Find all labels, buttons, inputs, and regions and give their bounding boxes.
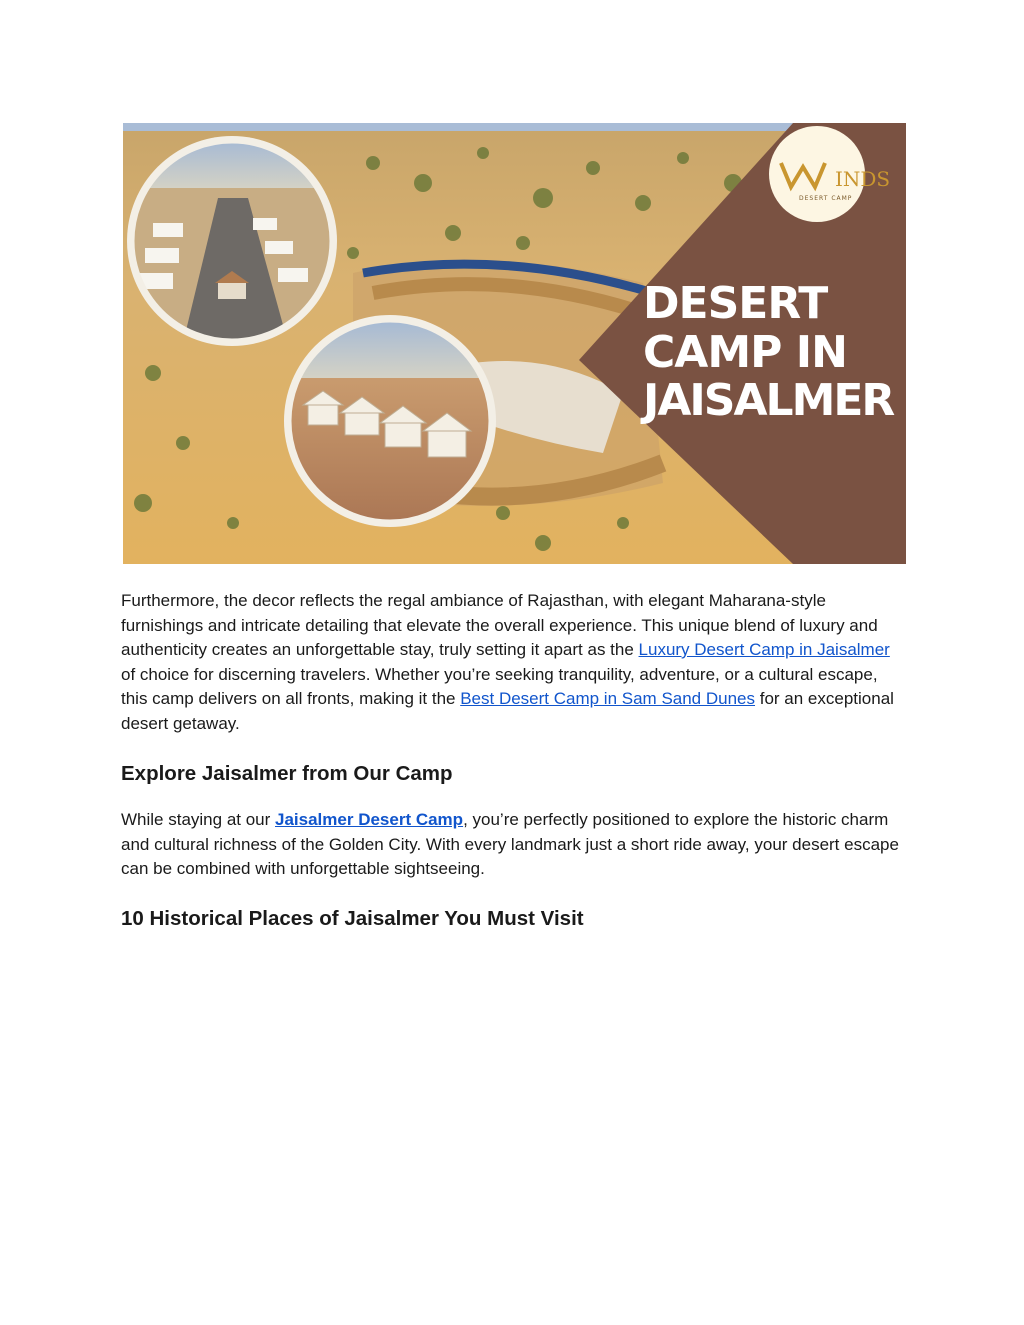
paragraph-decor-text-c: for an exceptional desert getaway. [121,689,894,733]
link-luxury-desert-camp[interactable]: Luxury Desert Camp in Jaisalmer [638,640,890,659]
paragraph-decor [121,589,907,736]
heading-historical-places: 10 Historical Places of Jaisalmer You Must Visit [121,907,584,930]
paragraph-explore [121,808,907,882]
banner-title-line-1: DESERT [643,278,828,329]
paragraph-decor-text-b: of choice for discerning travelers. Whether you’re seeking tranquility, adventure, or a cultural escape, this camp delivers on all fronts, making it the [121,664,878,708]
link-jaisalmer-desert-camp[interactable]: Jaisalmer Desert Camp [275,810,464,829]
paragraph-explore-text-b: , you’re perfectly positioned to explore the historic charm and cultural richness of the Golden City. With every landmark just a short ride away, your desert escape can be combined with unforgettable sightseeing. [121,810,899,878]
paragraph-explore-text-a: While staying at our [121,810,276,829]
heading-explore-jaisalmer: Explore Jaisalmer from Our Camp [121,762,453,785]
link-best-desert-camp[interactable]: Best Desert Camp in Sam Sand Dunes [460,689,756,708]
banner-image [123,123,906,564]
banner-title-line-3: JAISALMER [643,375,894,426]
logo-text: INDS [835,167,891,191]
paragraph-decor-text-a: Furthermore, the decor reflects the regal ambiance of Rajasthan, with elegant Maharana-style furnishings and intricate detailing that elevate the overall experience. This unique blend of luxury and authenticity creates an unforgettable stay, truly setting it apart as the [121,591,878,659]
logo-subtext: DESERT CAMP [799,195,853,202]
banner-title-line-2: CAMP IN [643,327,847,378]
banner-graphic [123,123,906,564]
